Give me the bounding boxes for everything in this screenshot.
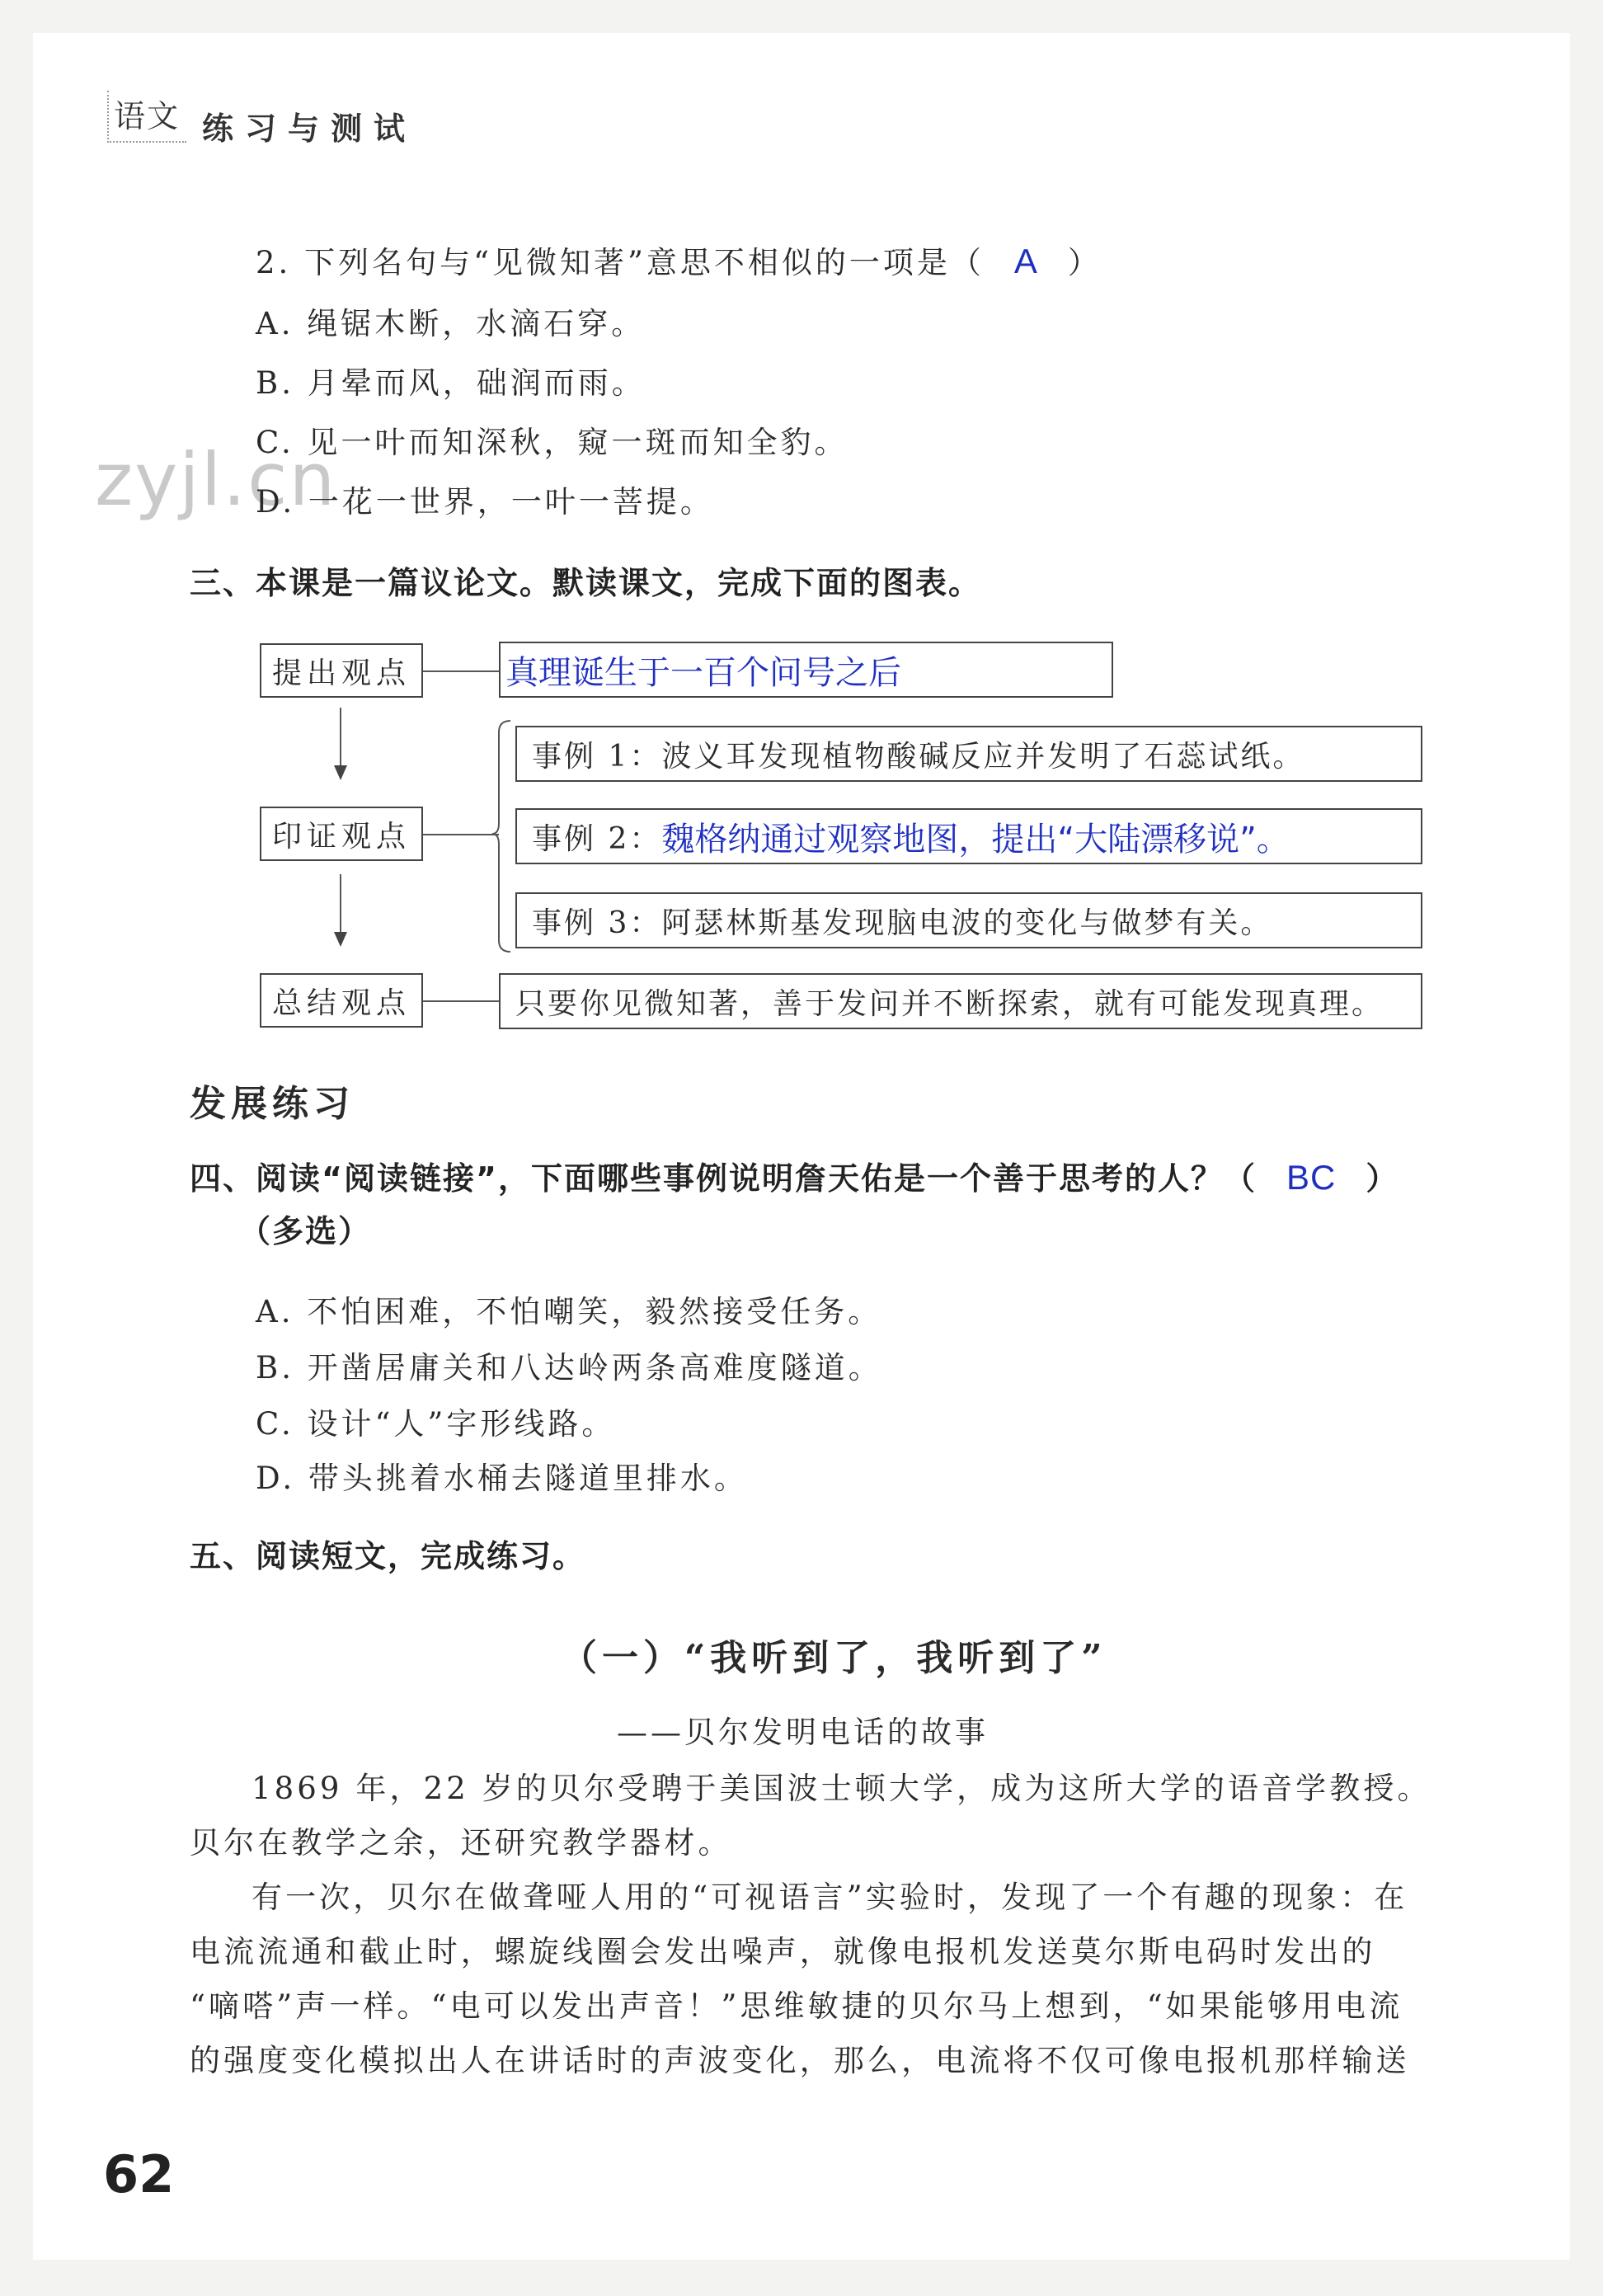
- connector-line: [423, 834, 499, 835]
- section4-stem-suffix: ）: [1366, 1160, 1399, 1197]
- passage-line: 有一次，贝尔在做聋哑人用的“可视语言”实验时，发现了一个有趣的现象：在: [251, 1880, 1408, 1915]
- section4-option-a: A. 不怕困难，不怕嘲笑，毅然接受任务。: [256, 1294, 882, 1329]
- label-support-viewpoint: 印证观点: [260, 807, 423, 861]
- passage-line: 电流流通和截止时，螺旋线圈会发出噪声，就像电报机发送莫尔斯电码时发出的: [190, 1934, 1376, 1969]
- connector-line: [423, 1000, 499, 1002]
- flow-arrow-2-head: [334, 932, 347, 947]
- example-2-box: [515, 808, 1422, 864]
- example-1-box: 事例 1：波义耳发现植物酸碱反应并发明了石蕊试纸。: [515, 726, 1422, 782]
- section5-title: 五、阅读短文，完成练习。: [190, 1538, 586, 1574]
- section4-stem-prefix: 四、阅读“阅读链接”，下面哪些事例说明詹天佑是一个善于思考的人？（: [190, 1160, 1257, 1197]
- flow-arrow-1-shaft: [340, 708, 341, 765]
- development-heading: 发展练习: [190, 1083, 355, 1125]
- viewpoint-answer-box: [499, 642, 1113, 698]
- example-3-box: 事例 3：阿瑟林斯基发现脑电波的变化与做梦有关。: [515, 892, 1422, 948]
- q2-option-a: A. 绳锯木断，水滴石穿。: [256, 306, 646, 341]
- connector-line: [423, 670, 499, 672]
- label-propose-viewpoint: 提出观点: [260, 643, 423, 698]
- q2-stem-suffix: ）: [1067, 245, 1102, 280]
- section4-answer: BC: [1286, 1158, 1337, 1197]
- q2-stem: [256, 238, 1102, 282]
- q2-stem-prefix: 2. 下列名句与“见微知著”意思不相似的一项是（: [256, 245, 985, 280]
- section4-option-d: D. 带头挑着水桶去隧道里排水。: [256, 1461, 748, 1496]
- q2-option-c: C. 见一叶而知深秋，窥一斑而知全豹。: [256, 425, 849, 460]
- section4-note: （多选）: [239, 1213, 372, 1249]
- section4-option-c: C. 设计“人”字形线路。: [256, 1406, 616, 1442]
- flow-arrow-2-shaft: [340, 874, 341, 932]
- conclusion-box: 只要你见微知著，善于发问并不断探索，就有可能发现真理。: [499, 973, 1422, 1029]
- section3-title: 三、本课是一篇议论文。默读课文，完成下面的图表。: [190, 565, 982, 601]
- header-title: 练习与测试: [202, 111, 417, 147]
- viewpoint-answer: 真理诞生于一百个问号之后: [505, 653, 901, 692]
- passage-line: 贝尔在教学之余，还研究教学器材。: [190, 1825, 732, 1861]
- section4-stem: [190, 1153, 1399, 1198]
- passage-line: 1869 年，22 岁的贝尔受聘于美国波士顿大学，成为这所大学的语音学教授。: [251, 1771, 1431, 1806]
- flow-arrow-1-head: [334, 765, 347, 780]
- section4-option-b: B. 开凿居庸关和八达岭两条高难度隧道。: [256, 1350, 882, 1386]
- example-2-prefix: 事例 2：: [532, 821, 662, 856]
- example-2-answer: 魏格纳通过观察地图，提出“大陆漂移说”。: [661, 820, 1290, 859]
- brace: [491, 718, 515, 957]
- passage-line: 的强度变化模拟出人在讲话时的声波变化，那么，电流将不仅可像电报机那样输送: [190, 2043, 1410, 2078]
- passage-title: （一）“我听到了，我听到了”: [561, 1637, 1107, 1679]
- label-summarize-viewpoint: 总结观点: [260, 973, 423, 1028]
- passage-line: “嘀嗒”声一样。“电可以发出声音！”思维敏捷的贝尔马上想到，“如果能够用电流: [190, 1988, 1403, 2024]
- watermark: zyjl.cn: [95, 437, 337, 522]
- q2-answer: A: [1013, 242, 1038, 280]
- q2-option-d: D. 一花一世界，一叶一菩提。: [256, 484, 714, 520]
- header-subject: 语文: [107, 91, 186, 143]
- page-number: 62: [103, 2144, 175, 2204]
- q2-option-b: B. 月晕而风，础润而雨。: [256, 365, 646, 401]
- passage-subtitle: ——贝尔发明电话的故事: [617, 1715, 989, 1750]
